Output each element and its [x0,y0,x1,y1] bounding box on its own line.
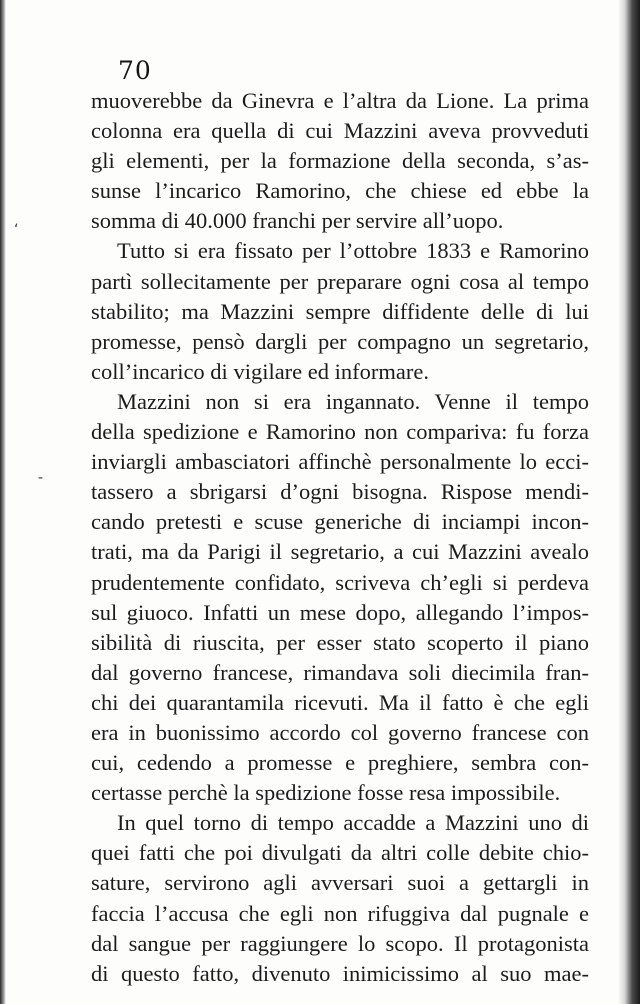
text-line: sunse l’incarico Ramorino, che chiese ed ebbe la [91,178,589,204]
margin-mark: - [38,470,44,486]
text-line: Mazzini non si era ingannato. Venne il tempo [117,388,589,414]
body-text [91,86,589,989]
text-line: quei fatti che poi divulgati da altri colle debite chio- [91,840,589,866]
text-line: sibilità di riuscita, per esser stato scoperto il piano [91,629,589,655]
text-line: partì sollecitamente per preparare ogni cosa al tempo [91,268,589,294]
text-line: promesse, pensò dargli per compagno un segretario, [91,328,589,354]
text-line: sature, servirono agli avversari suoi a gettargli in [91,870,589,896]
text-line: dal sangue per raggiungere lo scopo. Il protagonista [91,930,589,956]
text-line: di questo fatto, divenuto inimicissimo al suo mae- [91,960,589,986]
text-line: colonna era quella di cui Mazzini aveva provveduti [91,118,589,144]
text-line: prudentemente confidato, scriveva ch’egli si perdeva [91,569,589,595]
text-line: inviargli ambasciatori affinchè personalmente lo ecci- [91,449,589,475]
text-line: faccia l’accusa che egli non rifuggiva dal pugnale e [91,900,589,926]
text-line: chi dei quarantamila ricevuti. Ma il fatto è che egli [91,689,589,715]
page-right-edge [618,0,640,1004]
text-line: tassero a sbrigarsi d’ogni bisogna. Rispose mendi- [91,479,589,505]
text-line: stabilito; ma Mazzini sempre diffidente delle di lui [91,298,589,324]
text-line: muoverebbe da Ginevra e l’altra da Lione. La prima [91,88,589,113]
text-line: Tutto si era fissato per l’ottobre 1833 e Ramorino [117,238,589,264]
text-line: cui, cedendo a promesse e preghiere, sembra con- [91,750,589,776]
page-number: 70 [118,56,152,85]
text-line: coll’incarico di vigilare ed informare. [91,358,429,384]
text-line: certasse perchè la spedizione fosse resa impossibile. [91,780,561,806]
margin-mark: ‘ [14,222,19,238]
text-line: dal governo francese, rimandava soli diecimila fran- [91,659,589,685]
text-line: sul giuoco. Infatti un mese dopo, allegando l’impos- [91,599,589,625]
text-line: gli elementi, per la formazione della seconda, s’as- [91,148,589,174]
text-line: In quel torno di tempo accadde a Mazzini uno di [117,810,589,836]
page-left-edge [0,0,6,1004]
text-line: cando pretesti e scuse generiche di inciampi incon- [91,509,589,535]
text-line: trati, ma da Parigi il segretario, a cui Mazzini avealo [91,539,589,565]
text-line: della spedizione e Ramorino non compariva: fu forza [91,419,589,445]
text-line: era in buonissimo accordo col governo francese con [91,719,589,745]
text-line: somma di 40.000 franchi per servire all’uopo. [91,208,504,234]
